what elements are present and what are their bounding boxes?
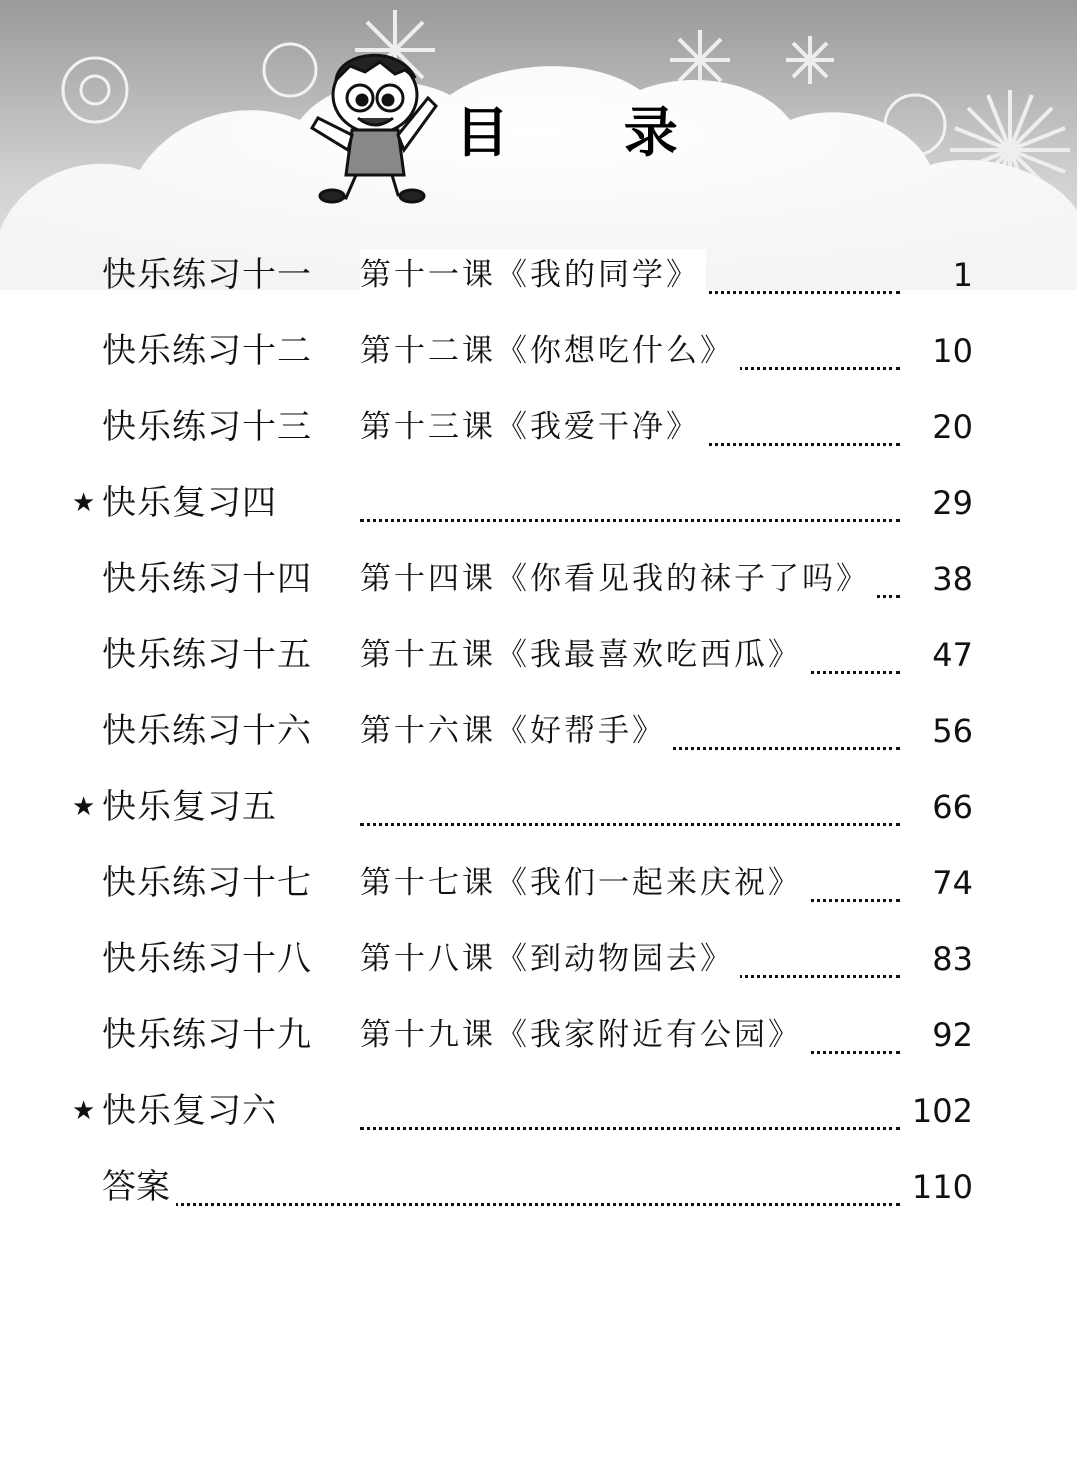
toc-lesson-title: 第十二课《你想吃什么》 bbox=[360, 325, 740, 377]
toc-row[interactable] bbox=[0, 779, 1077, 839]
toc-row[interactable] bbox=[0, 551, 1077, 611]
toc-row[interactable] bbox=[0, 1083, 1077, 1143]
toc-row[interactable] bbox=[0, 323, 1077, 383]
toc-page-number: 1 bbox=[952, 256, 973, 294]
toc-exercise-title: 快乐复习六 bbox=[102, 1091, 277, 1131]
toc-lesson-title: 第十四课《你看见我的袜子了吗》 bbox=[360, 553, 876, 605]
toc-exercise-title: 快乐复习四 bbox=[102, 483, 277, 523]
review-star-icon: ★ bbox=[72, 488, 96, 518]
toc-answers-title: 答案 bbox=[102, 1159, 176, 1215]
toc-dot-leader bbox=[360, 1097, 900, 1130]
toc-row[interactable] bbox=[0, 475, 1077, 535]
toc-row-answers[interactable] bbox=[0, 1159, 1077, 1219]
toc-row[interactable] bbox=[0, 855, 1077, 915]
toc-lesson-title: 第十八课《到动物园去》 bbox=[360, 933, 740, 985]
toc-lesson-title: 第十五课《我最喜欢吃西瓜》 bbox=[360, 629, 808, 681]
toc-page-number: 56 bbox=[932, 712, 973, 750]
toc-exercise-title: 快乐练习十八 bbox=[102, 939, 312, 979]
toc-exercise-title: 快乐练习十二 bbox=[102, 331, 312, 371]
toc-lesson-title: 第十一课《我的同学》 bbox=[360, 249, 706, 301]
toc-exercise-title: 快乐练习十四 bbox=[102, 559, 312, 599]
toc-page-number: 74 bbox=[932, 864, 973, 902]
review-star-icon: ★ bbox=[72, 1096, 96, 1126]
review-star-icon: ★ bbox=[72, 792, 96, 822]
page-title: 目 录 bbox=[455, 101, 726, 164]
toc-dot-leader bbox=[360, 793, 900, 826]
toc-page-number: 10 bbox=[932, 332, 973, 370]
toc-lesson-title: 第十九课《我家附近有公园》 bbox=[360, 1009, 808, 1061]
toc-exercise-title: 快乐练习十六 bbox=[102, 711, 312, 751]
toc-page-number: 38 bbox=[932, 560, 973, 598]
toc-row[interactable] bbox=[0, 931, 1077, 991]
toc-page-number: 66 bbox=[932, 788, 973, 826]
toc-page-number: 20 bbox=[932, 408, 973, 446]
toc-page-number: 110 bbox=[911, 1168, 973, 1206]
toc-lesson-title: 第十六课《好帮手》 bbox=[360, 705, 672, 757]
toc-lesson-title: 第十七课《我们一起来庆祝》 bbox=[360, 857, 808, 909]
toc-row[interactable] bbox=[0, 703, 1077, 763]
toc-exercise-title: 快乐练习十三 bbox=[102, 407, 312, 447]
toc-page-number: 102 bbox=[911, 1092, 973, 1130]
toc-page-number: 92 bbox=[932, 1016, 973, 1054]
toc-dot-leader bbox=[102, 1173, 900, 1206]
toc-lesson-title: 第十三课《我爱干净》 bbox=[360, 401, 706, 453]
toc-row[interactable] bbox=[0, 399, 1077, 459]
toc-dot-leader bbox=[360, 489, 900, 522]
toc-page-number: 47 bbox=[932, 636, 973, 674]
toc-exercise-title: 快乐练习十九 bbox=[102, 1015, 312, 1055]
toc-exercise-title: 快乐练习十七 bbox=[102, 863, 312, 903]
toc-page-number: 29 bbox=[932, 484, 973, 522]
toc-row[interactable] bbox=[0, 627, 1077, 687]
toc-exercise-title: 快乐练习十五 bbox=[102, 635, 312, 675]
toc-exercise-title: 快乐练习十一 bbox=[102, 255, 312, 295]
toc-row[interactable] bbox=[0, 1007, 1077, 1067]
toc-exercise-title: 快乐复习五 bbox=[102, 787, 277, 827]
toc-row[interactable] bbox=[0, 247, 1077, 307]
toc-page-number: 83 bbox=[932, 940, 973, 978]
